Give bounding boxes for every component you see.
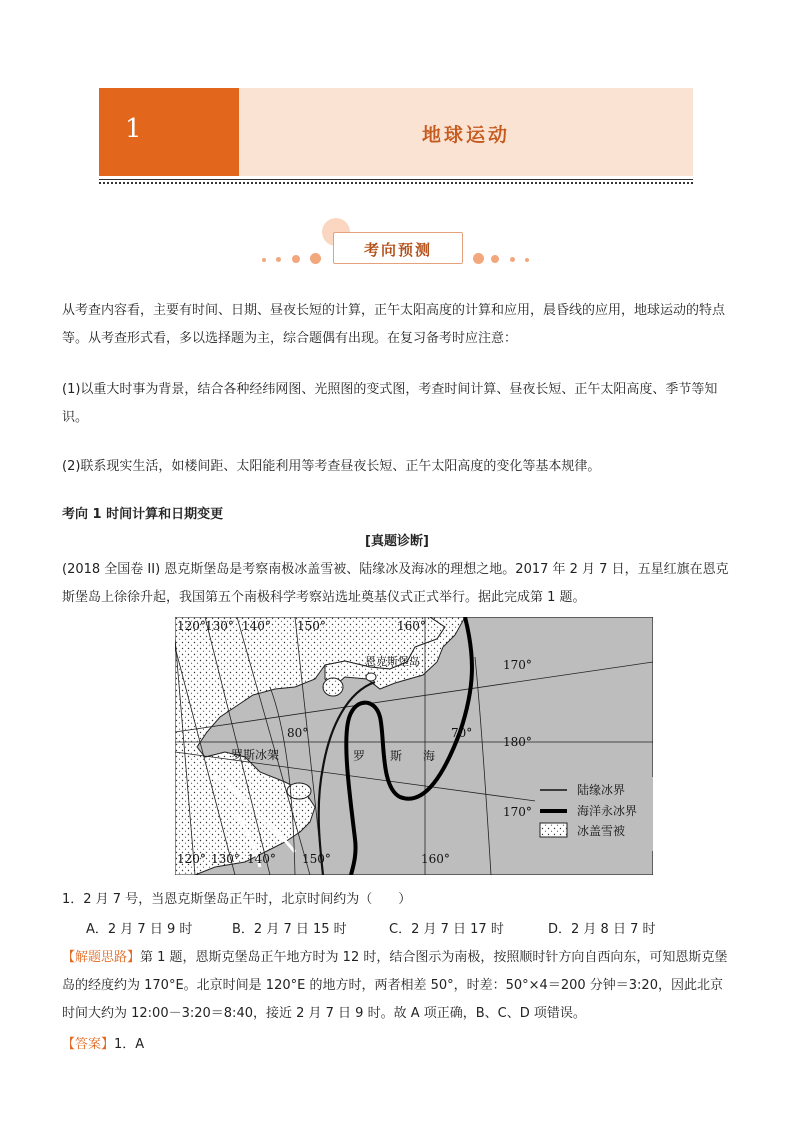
islet bbox=[366, 673, 376, 681]
top-label-5: 160° bbox=[397, 619, 426, 633]
intro-point-2: (2)联系现实生活，如楼间距、太阳能利用等考查昼夜长短、正午太阳高度的变化等基本规律。 bbox=[62, 459, 601, 474]
right-label-1: 170° bbox=[503, 658, 532, 672]
question-stem: 1．2 月 7 号，当恩克斯堡岛正午时，北京时间约为（ ） bbox=[62, 892, 412, 907]
place-label-enks-island: 恩克斯堡岛 bbox=[365, 655, 420, 668]
decor-dot bbox=[310, 253, 321, 264]
bottom-label-4: 150° bbox=[302, 852, 331, 866]
decor-dot bbox=[262, 258, 266, 262]
top-label-2: 130° bbox=[205, 619, 234, 633]
bottom-label-2: 130° bbox=[211, 852, 240, 866]
section-title: 考向预测 bbox=[363, 241, 432, 259]
place-label-ross-sea-1: 罗 bbox=[353, 749, 366, 763]
lat-label-70: 70° bbox=[451, 726, 473, 740]
decor-dot bbox=[525, 258, 529, 262]
bottom-label-1: 120° bbox=[177, 852, 206, 866]
top-label-4: 150° bbox=[297, 619, 326, 633]
place-label-ross-sea-3: 海 bbox=[423, 749, 436, 763]
solution-label: 【解题思路】 bbox=[62, 950, 141, 965]
option-c: C．2 月 7 日 17 时 bbox=[389, 922, 504, 937]
antarctic-map bbox=[175, 617, 653, 875]
chapter-number-block bbox=[99, 88, 239, 176]
intro-paragraph: 从考查内容看，主要有时间、日期、昼夜长短的计算，正午太阳高度的计算和应用，晨昏线的应用，地球运动的特点等。从考查形式看，多以选择题为主，综合题偶有出现。在复习备考时应注意： bbox=[62, 303, 726, 346]
right-label-2: 180° bbox=[503, 735, 532, 749]
top-label-3: 140° bbox=[242, 619, 271, 633]
answer-text: 1．A bbox=[114, 1037, 145, 1052]
place-label-ross-ice-shelf: 罗斯冰架 bbox=[231, 748, 280, 762]
decor-dot bbox=[491, 255, 499, 263]
chapter-title: 地球运动 bbox=[421, 124, 510, 146]
top-label-1: 120° bbox=[177, 619, 206, 633]
legend-stipple bbox=[540, 823, 567, 837]
intro-point-1: (1)以重大时事为背景，结合各种经纬网图、光照图的变式图，考查时间计算、昼夜长短、正午太阳高度、季节等知识。 bbox=[62, 382, 718, 425]
question-stem-intro: (2018 全国卷 II) 恩克斯堡岛是考察南极冰盖雪被、陆缘冰及海冰的理想之地。2017 年 2 月 7 日，五星红旗在恩克斯堡岛上徐徐升起，我国第五个南极科学考察站选址奠基仪式正式举行。据此完成第 1 题。 bbox=[62, 562, 729, 605]
option-a: A．2 月 7 日 9 时 bbox=[86, 922, 193, 937]
option-b: B．2 月 7 日 15 时 bbox=[232, 922, 347, 937]
legend-label-2: 海洋永冰界 bbox=[577, 804, 638, 818]
option-d: D．2 月 8 日 7 时 bbox=[548, 922, 656, 937]
decor-dot bbox=[292, 255, 300, 263]
chapter-title-block bbox=[239, 88, 693, 176]
place-label-ross-sea-2: 斯 bbox=[390, 749, 403, 763]
solution-text: 第 1 题，恩斯克堡岛正午地方时为 12 时，结合图示为南极，按照顺时针方向自西向东，可知恩斯克堡岛的经度约为 170°E。北京时间是 120°E 的地方时，两者相差 50°，时差：50°×4＝200 分钟＝3:20，因此北京时间大约为 12:00－3:20＝8:40，接近 2 月 7 日 9 时。故 A 项正确，B、C、D 项错误。 bbox=[62, 950, 728, 1021]
topic-subheading: [真题诊断] bbox=[365, 534, 429, 549]
bottom-label-5: 160° bbox=[421, 852, 450, 866]
legend-label-1: 陆缘冰界 bbox=[577, 783, 626, 797]
solution-block bbox=[62, 944, 734, 1028]
topic-heading: 考向 1 时间计算和日期变更 bbox=[62, 507, 224, 522]
bottom-label-3: 140° bbox=[247, 852, 276, 866]
chapter-number: 1 bbox=[125, 114, 142, 144]
decor-dot bbox=[276, 257, 281, 262]
legend-label-3: 冰盖雪被 bbox=[577, 824, 626, 838]
decor-dot bbox=[510, 257, 515, 262]
lat-label-80: 80° bbox=[287, 726, 309, 740]
decor-dot bbox=[473, 253, 484, 264]
header-rule bbox=[99, 179, 693, 180]
islet bbox=[323, 678, 343, 696]
answer-block bbox=[62, 1031, 734, 1059]
header-dotted-rule bbox=[99, 182, 693, 184]
right-label-3: 170° bbox=[503, 805, 532, 819]
answer-label: 【答案】 bbox=[62, 1037, 115, 1052]
section-title-box bbox=[333, 232, 463, 264]
